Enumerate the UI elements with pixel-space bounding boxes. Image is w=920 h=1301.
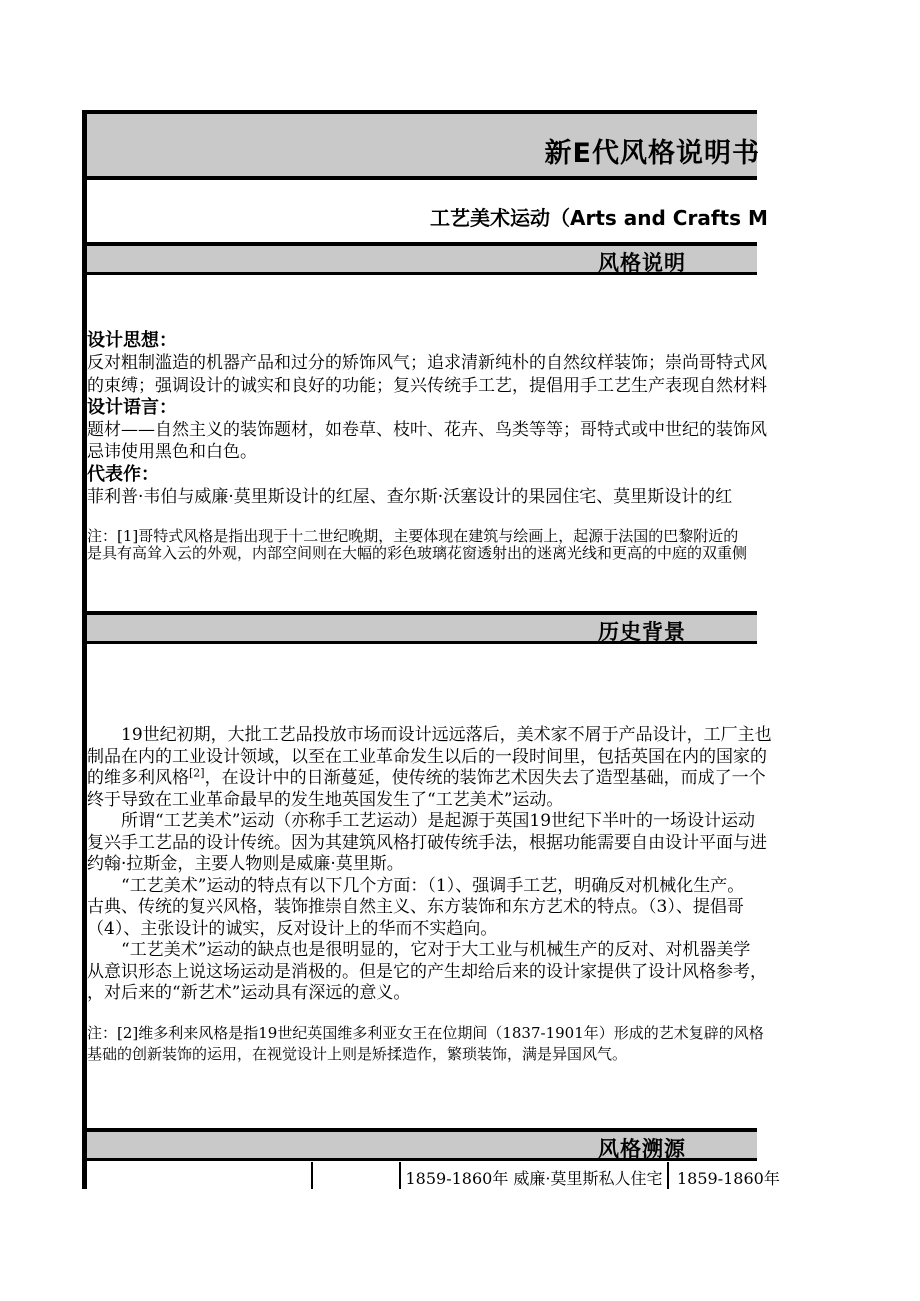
text-line: 题材——自然主义的装饰题材，如卷草、枝叶、花卉、鸟类等等；哥特式或中世纪的装饰风 (87, 420, 767, 441)
text-line: 终于导致在工业革命最早的发生地英国发生了“工艺美术”运动。 (87, 789, 564, 810)
text-line: 设计语言： (87, 396, 177, 418)
text-line: 制品在内的工业设计领域，以至在工业革命发生以后的一段时间里，包括英国在内的国家的 (87, 746, 767, 767)
text-line: 约翰·拉斯金，主要人物则是威廉·莫里斯。 (87, 854, 404, 874)
document-page (82, 110, 780, 1189)
origin-cell-building: 1859-1860年 威廉·莫里斯私人住宅 (405, 1169, 663, 1188)
section-header-origin-label: 风格溯源 (598, 1137, 686, 1161)
text-line: 所谓“工艺美术”运动（亦称手工艺运动）是起源于英国19世纪下半叶的一场设计运动 (87, 811, 756, 831)
text-line: “工艺美术”运动的特点有以下几个方面：（1）、强调手工艺，明确反对机械化生产。 (87, 875, 745, 896)
text-line: 古典、传统的复兴风格，装饰推崇自然主义、东方装饰和东方艺术的特点。（3）、提倡哥 (87, 897, 744, 917)
text-line: 注：[2]维多利来风格是指19世纪英国维多利亚女王在位期间（1837-1901年）形成的艺术复辟的风格 (87, 1024, 764, 1042)
text-line: 反对粗制滥造的机器产品和过分的矫饰风气；追求清新纯朴的自然纹样装饰；崇尚哥特式风 (87, 353, 767, 374)
origin-table-row (87, 1162, 780, 1189)
title-bar (87, 114, 760, 180)
section-header-history-label: 历史背景 (598, 620, 686, 644)
text-line: 是具有高耸入云的外观，内部空间则在大幅的彩色玻璃花窗透射出的迷离光线和更高的中庭的双重侧 (87, 544, 748, 562)
style-desc-body (87, 330, 767, 508)
text-line: 代表作： (87, 463, 159, 485)
section-header-origin (87, 1128, 757, 1161)
style-desc-notes (87, 528, 757, 562)
table-divider (311, 1162, 313, 1189)
text-line: 的维多利风格[2]，在设计中的日渐蔓延，使传统的装饰艺术因失去了造型基础，而成了一个 (87, 766, 766, 788)
doc-title: 新E代风格说明书 (544, 138, 760, 169)
doc-subtitle: 工艺美术运动（Arts and Crafts M (430, 206, 768, 230)
text-line: ，对后来的“新艺术”运动具有深远的意义。 (87, 983, 411, 1003)
table-divider (667, 1162, 669, 1189)
text-line: 注：[1]哥特式风格是指出现于十二世纪晚期，主要体现在建筑与绘画上，起源于法国的巴黎附近的 (87, 527, 739, 545)
text-line: 19世纪初期，大批工艺品投放市场而设计远远落后，美术家不屑于产品设计，工厂主也 (87, 725, 772, 745)
text-line: 基础的创新装饰的运用，在视觉设计上则是矫揉造作，繁琐装饰，满是异国风气。 (87, 1045, 628, 1063)
history-body (87, 725, 772, 1005)
section-header-style-desc-label: 风格说明 (598, 251, 686, 275)
origin-cell-year: 1859-1860年 (677, 1169, 780, 1188)
text-line: 设计思想： (87, 330, 177, 351)
text-line: 复兴手工艺品的设计传统。因为其建筑风格打破传统手法，根据功能需要自由设计平面与进 (87, 832, 767, 853)
text-line: （4）、主张设计的诚实，反对设计上的华而不实趋向。 (87, 918, 498, 939)
text-line: 菲利普·韦伯与威廉·莫里斯设计的红屋、查尔斯·沃塞设计的果园住宅、莫里斯设计的红 (87, 487, 733, 508)
text-line: 忌讳使用黑色和白色。 (87, 442, 257, 463)
text-line: “工艺美术”运动的缺点也是很明显的，它对于大工业与机械生产的反对、对机器美学 (87, 940, 751, 960)
section-header-style-desc (87, 242, 757, 275)
text-line: 的束缚；强调设计的诚实和良好的功能；复兴传统手工艺，提倡用手工艺生产表现自然材料 (87, 375, 767, 396)
text-line: 从意识形态上说这场运动是消极的。但是它的产生却给后来的设计家提供了设计风格参考， (87, 961, 767, 982)
history-notes (87, 1023, 764, 1065)
section-header-history (87, 611, 757, 644)
